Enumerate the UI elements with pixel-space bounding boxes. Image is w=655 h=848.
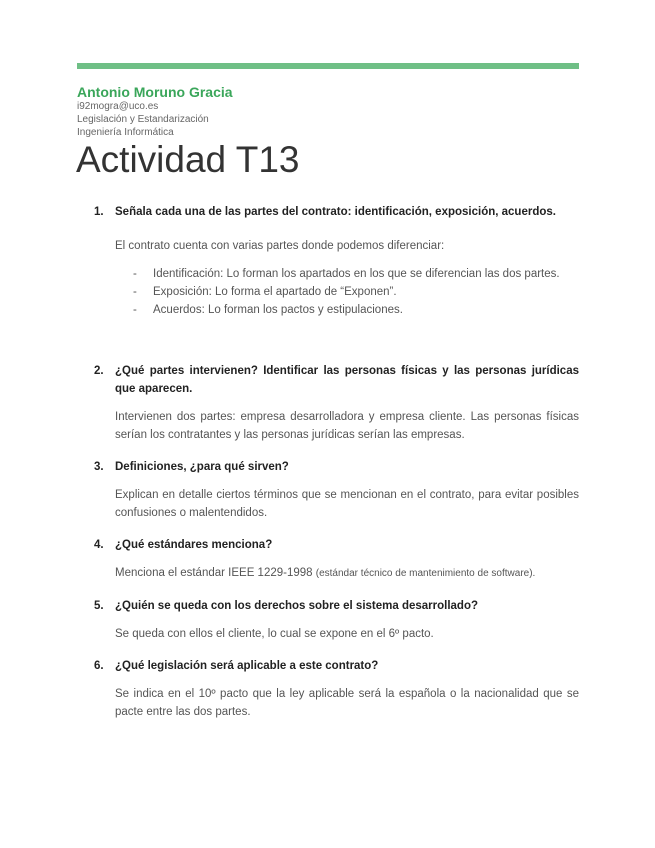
degree-name: Ingeniería Informática xyxy=(77,127,174,138)
question-text: Señala cada una de las partes del contrato: identificación, exposición, acuerdos. xyxy=(115,206,556,218)
header-rule xyxy=(77,63,579,69)
author-name: Antonio Moruno Gracia xyxy=(77,84,233,100)
answer-1: El contrato cuenta con varias partes donde podemos diferenciar: xyxy=(115,240,445,252)
document-body xyxy=(94,203,579,721)
question-number: 5. xyxy=(94,600,104,612)
answer-2: Intervienen dos partes: empresa desarrolladora y empresa cliente. Las personas físicas serían los contratantes y las personas jurídicas serían las empresas. xyxy=(115,411,579,441)
question-number: 2. xyxy=(94,365,104,377)
answer-6: Se indica en el 10º pacto que la ley aplicable será la española o la nacionalidad que se pacte entre las dos partes. xyxy=(115,688,579,718)
question-3 xyxy=(94,458,579,476)
answer-1-bullets xyxy=(133,265,579,319)
question-4 xyxy=(94,536,579,554)
document-title: Actividad T13 xyxy=(76,139,300,180)
answer-4: Menciona el estándar IEEE 1229-1998 (estándar técnico de mantenimiento de software). xyxy=(115,567,536,579)
question-5 xyxy=(94,597,579,615)
question-2 xyxy=(94,362,579,398)
list-item: - Acuerdos: Lo forman los pactos y estipulaciones. xyxy=(133,304,403,316)
subject-name: Legislación y Estandarización xyxy=(77,114,209,125)
question-number: 4. xyxy=(94,539,104,551)
question-text: ¿Qué estándares menciona? xyxy=(115,539,273,551)
answer-5: Se queda con ellos el cliente, lo cual se expone en el 6º pacto. xyxy=(115,628,434,640)
question-number: 6. xyxy=(94,660,104,672)
list-item: - Exposición: Lo forma el apartado de “Exponen”. xyxy=(133,286,397,298)
question-text: ¿Quién se queda con los derechos sobre el sistema desarrollado? xyxy=(115,600,479,612)
answer-3: Explican en detalle ciertos términos que se mencionan en el contrato, para evitar posibles confusiones o malentendidos. xyxy=(115,489,579,519)
question-text: Definiciones, ¿para qué sirven? xyxy=(115,461,289,473)
question-1 xyxy=(94,203,579,221)
question-text: ¿Qué legislación será aplicable a este contrato? xyxy=(115,660,379,672)
question-6 xyxy=(94,657,579,675)
author-email: i92mogra@uco.es xyxy=(77,101,159,112)
question-number: 1. xyxy=(94,206,104,218)
question-number: 3. xyxy=(94,461,104,473)
list-item: - Identificación: Lo forman los apartados en los que se diferencian las dos partes. xyxy=(133,268,560,280)
question-text: ¿Qué partes intervienen? Identificar las personas físicas y las personas jurídicas que aparecen. xyxy=(115,365,579,395)
